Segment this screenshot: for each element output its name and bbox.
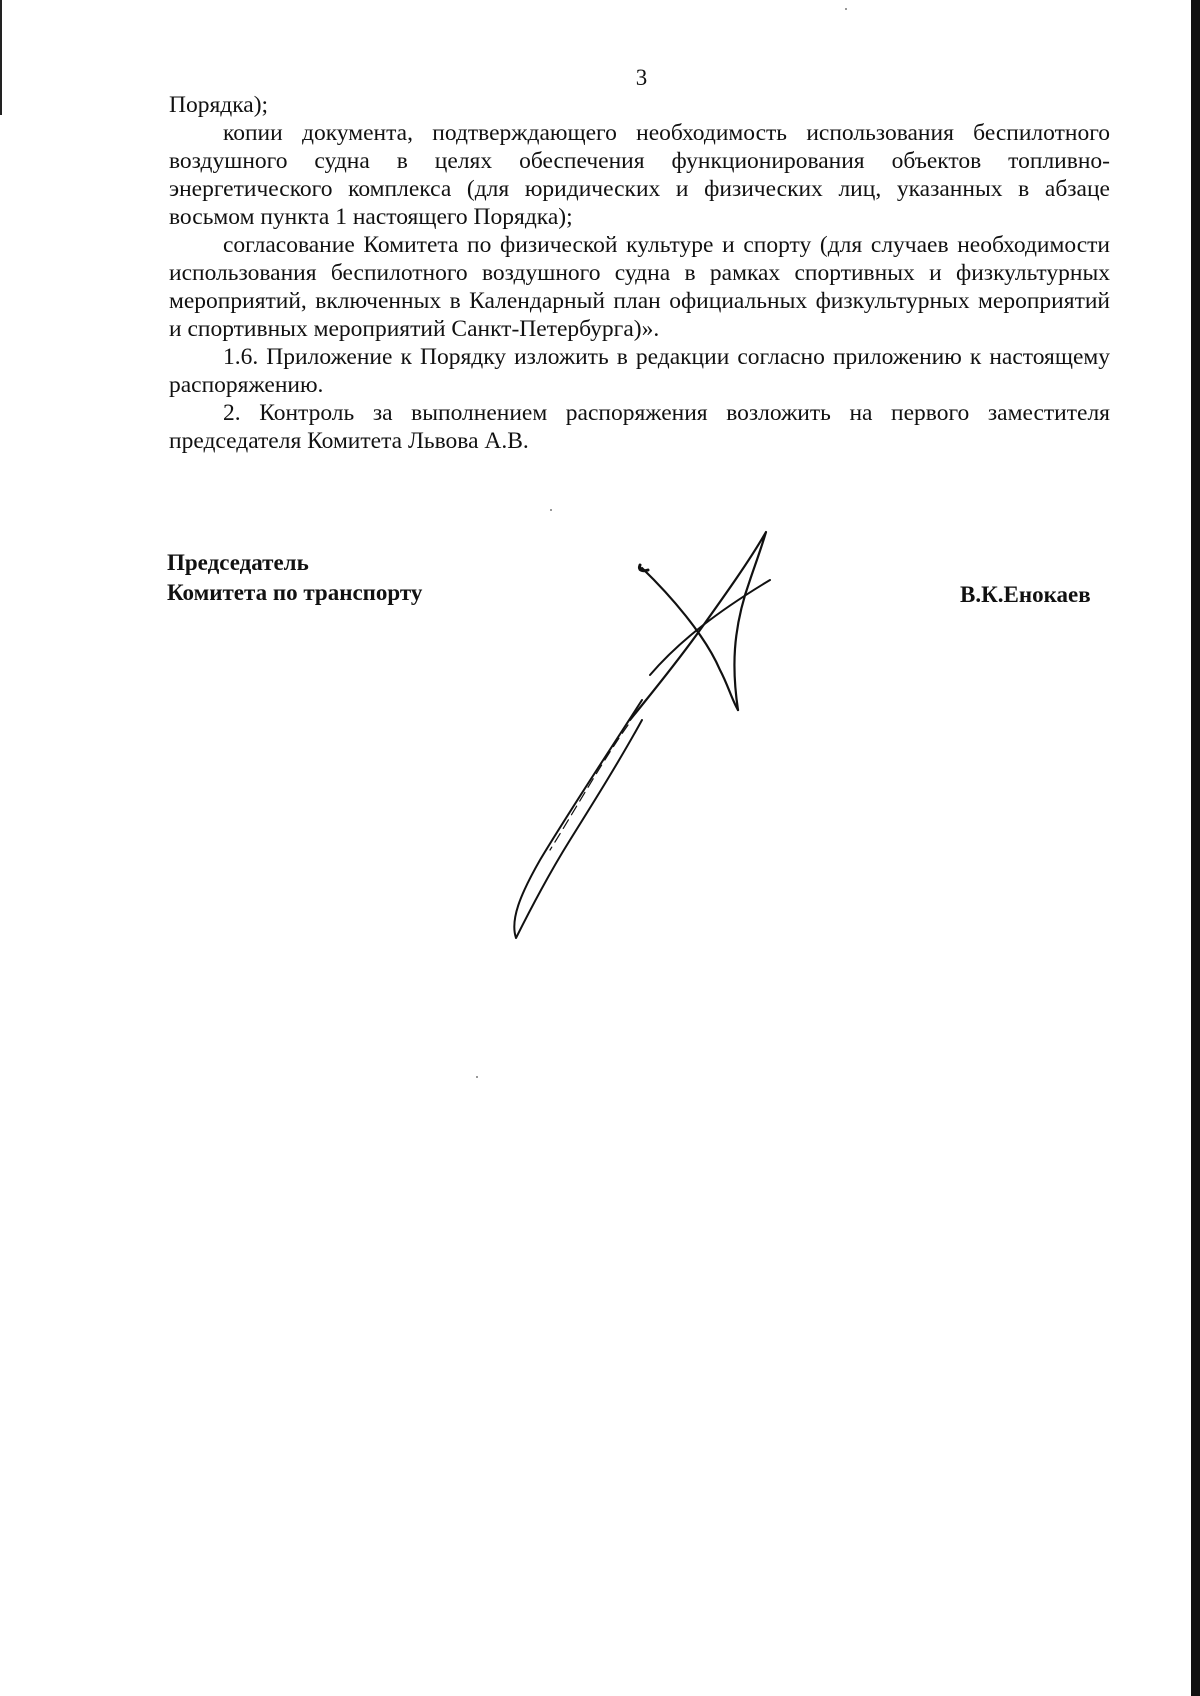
paragraph-item-2: 2. Контроль за выполнением распоряжения возложить на первого заместителя председателя Комитета Львова А.В. bbox=[169, 400, 1110, 454]
signer-name: В.К.Енокаев bbox=[960, 582, 1091, 607]
scan-speck bbox=[550, 509, 552, 511]
signature-stroke-peak bbox=[630, 532, 766, 720]
scan-edge-right bbox=[1191, 0, 1200, 1696]
signature-stroke-descend bbox=[514, 700, 642, 938]
signature-stroke-dashed bbox=[550, 725, 628, 850]
document-body bbox=[169, 91, 1110, 455]
paragraph-continuation: Порядка); bbox=[169, 92, 269, 118]
handwritten-signature bbox=[470, 520, 790, 950]
paragraph-sports-committee-approval: согласование Комитета по физической культуре и спорту (для случаев необходимости использования беспилотного воздушного судна в рамках спортивных и физкультурных мероприятий, включенных в Календарный план официальных физкультурных мероприятий и спортивных мероприятий Санкт-Петербурга)». bbox=[169, 232, 1110, 342]
paragraph-item-1-6: 1.6. Приложение к Порядку изложить в редакции согласно приложению к настоящему распоряжению. bbox=[169, 344, 1110, 398]
signer-position bbox=[167, 548, 422, 608]
page-number: 3 bbox=[635, 65, 648, 90]
paragraph-fuel-energy-copy: копии документа, подтверждающего необходимость использования беспилотного воздушного судна в целях обеспечения функционирования объектов топливно-энергетического комплекса (для юридических и физических лиц, указанных в абзаце восьмом пункта 1 настоящего Порядка); bbox=[169, 120, 1110, 230]
scan-speck bbox=[476, 1076, 478, 1078]
signer-position-line1: Председатель bbox=[167, 550, 309, 575]
signer-position-line2: Комитета по транспорту bbox=[167, 580, 423, 605]
scan-edge-left bbox=[0, 0, 2, 115]
scan-speck bbox=[845, 8, 847, 10]
